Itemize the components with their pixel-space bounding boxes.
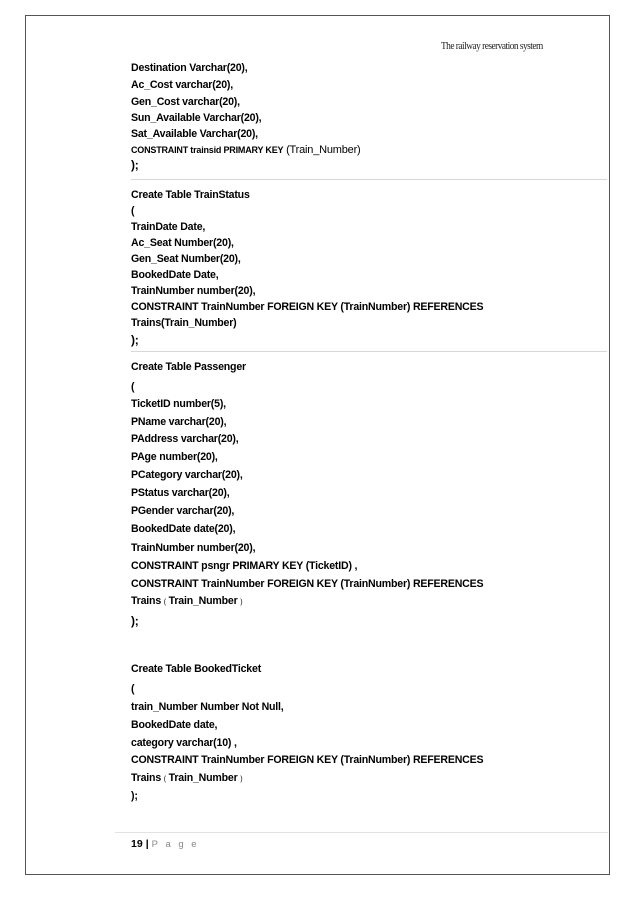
code-line: ); [131, 158, 139, 172]
code-line: ( [131, 205, 135, 217]
code-line: PAddress varchar(20), [131, 433, 239, 445]
code-line: TrainNumber number(20), [131, 285, 256, 297]
code-line: TicketID number(5), [131, 398, 226, 410]
code-token: Trains [131, 772, 162, 784]
code-line: ); [131, 790, 138, 802]
code-token: Train_Number [168, 772, 238, 784]
code-line: Ac_Seat Number(20), [131, 237, 234, 249]
page-label: P a g e [151, 839, 200, 850]
section-divider [131, 351, 607, 352]
code-line: CONSTRAINT psngr PRIMARY KEY (TicketID) , [131, 560, 358, 572]
code-line: ( [131, 381, 135, 393]
code-line: ); [131, 333, 139, 347]
code-line: PAge number(20), [131, 451, 218, 463]
code-line [131, 772, 242, 784]
code-token: ) [240, 776, 243, 783]
code-line: PCategory varchar(20), [131, 469, 243, 481]
page-footer [131, 838, 199, 850]
code-line: category varchar(10) , [131, 737, 237, 749]
code-token: Train_Number [168, 595, 238, 607]
constraint-column: (Train_Number) [286, 144, 361, 156]
code-line: CONSTRAINT TrainNumber FOREIGN KEY (TrainNumber) REFERENCES [131, 754, 484, 766]
code-line: ( [131, 683, 135, 695]
code-line: Sun_Available Varchar(20), [131, 112, 262, 124]
code-line: PGender varchar(20), [131, 505, 235, 517]
code-line: Gen_Cost varchar(20), [131, 96, 240, 108]
code-line: PName varchar(20), [131, 416, 227, 428]
code-line: Sat_Available Varchar(20), [131, 128, 258, 140]
code-line: Create Table TrainStatus [131, 189, 250, 201]
footer-separator: | [145, 838, 149, 850]
code-line: TrainNumber number(20), [131, 542, 256, 554]
section-divider [131, 179, 607, 180]
code-line [131, 144, 361, 156]
code-token: ) [240, 599, 243, 606]
running-header: The railway reservation system [441, 40, 543, 52]
code-line: Ac_Cost varchar(20), [131, 79, 233, 91]
code-line: BookedDate Date, [131, 269, 219, 281]
page-number: 19 [131, 838, 143, 850]
code-line: BookedDate date, [131, 719, 218, 731]
code-line: ); [131, 614, 139, 628]
footer-divider [115, 832, 608, 833]
code-line: train_Number Number Not Null, [131, 701, 284, 713]
code-line: Destination Varchar(20), [131, 62, 248, 74]
constraint-text: CONSTRAINT trainsid PRIMARY KEY [131, 145, 284, 155]
code-token: ( [163, 776, 166, 783]
code-line: Trains(Train_Number) [131, 317, 237, 329]
code-line: Create Table BookedTicket [131, 663, 262, 675]
code-line: Create Table Passenger [131, 361, 246, 373]
code-line [131, 595, 242, 607]
code-line: TrainDate Date, [131, 221, 206, 233]
code-line: BookedDate date(20), [131, 523, 236, 535]
code-token: ( [163, 599, 166, 606]
code-line: Gen_Seat Number(20), [131, 253, 241, 265]
code-line: CONSTRAINT TrainNumber FOREIGN KEY (TrainNumber) REFERENCES [131, 301, 484, 313]
code-token: Trains [131, 595, 162, 607]
code-line: PStatus varchar(20), [131, 487, 230, 499]
code-line: CONSTRAINT TrainNumber FOREIGN KEY (TrainNumber) REFERENCES [131, 578, 484, 590]
